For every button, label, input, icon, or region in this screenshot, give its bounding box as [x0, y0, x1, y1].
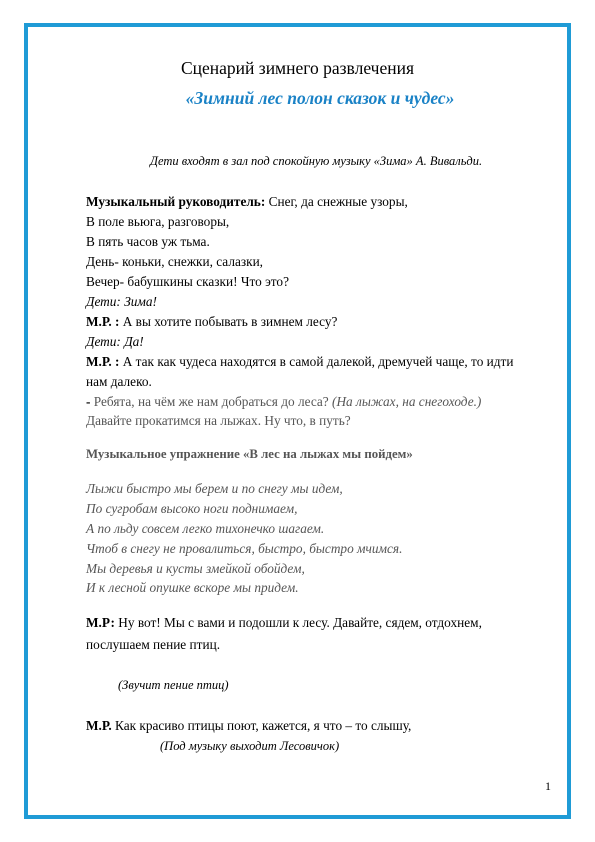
paragraph-3-cont: нам далеко. — [86, 374, 152, 389]
speaker-label: М.Р. : — [86, 354, 120, 369]
verse-line: Вечер- бабушкины сказки! Что это? — [86, 274, 289, 289]
verse2-line: А по льду совсем легко тихонечко шагаем. — [86, 521, 325, 536]
kids-reply-2: Дети: Да! — [86, 334, 144, 349]
paragraph-5: Давайте прокатимся на лыжах. Ну что, в путь? — [86, 413, 351, 428]
speaker-label: Музыкальный руководитель: — [86, 194, 266, 209]
paragraph-7 — [86, 718, 411, 734]
paragraph-text: Ну вот! Мы с вами и подошли к лесу. Давайте, сядем, отдохнем, — [114, 615, 482, 630]
verse-line: В пять часов уж тьма. — [86, 234, 210, 249]
exercise-title: Музыкальное упражнение «В лес на лыжах мы пойдем» — [86, 447, 413, 461]
speaker-label: М.Р: — [86, 615, 115, 630]
paragraph-6-cont: послушаем пение птиц. — [86, 637, 221, 652]
birds-stage-direction: (Звучит пение птиц) — [118, 678, 229, 692]
verse-line: День- коньки, снежки, салазки, — [86, 254, 264, 269]
verse2-line: Чтоб в снегу не провалиться, быстро, быстро мчимся. — [86, 541, 403, 556]
lesovichok-stage-direction: (Под музыку выходит Лесовичок) — [160, 739, 340, 753]
paragraph-6 — [86, 615, 482, 631]
paragraph-text: Ребята, на чём же нам добраться до леса? — [90, 394, 333, 409]
verse2-line: Лыжи быстро мы берем и по снегу мы идем, — [86, 481, 343, 496]
paragraph-1 — [86, 194, 408, 210]
verse2-line: По сугробам высоко ноги поднимаем, — [86, 501, 298, 516]
dash: - — [86, 394, 91, 409]
verse2-line: И к лесной опушке вскоре мы придем. — [86, 580, 299, 595]
verse2-line: Мы деревья и кусты змейкой обойдем, — [86, 561, 305, 576]
document-title: Сценарий зимнего развлечения — [180, 58, 415, 78]
kids-reply-1: Дети: Зима! — [86, 294, 157, 309]
paragraph-3 — [86, 354, 513, 370]
paragraph-4 — [86, 394, 481, 410]
paragraph-text: А вы хотите побывать в зимнем лесу? — [119, 314, 338, 329]
paragraph-text: А так как чудеса находятся в самой далекой, дремучей чаще, то идти — [119, 354, 514, 369]
document-subtitle: «Зимний лес полон сказок и чудес» — [185, 88, 455, 108]
verse-line: В поле вьюга, разговоры, — [86, 214, 230, 229]
paragraph-text: Снег, да снежные узоры, — [265, 194, 408, 209]
paragraph-text: Как красиво птицы поют, кажется, я что – то слышу, — [111, 718, 412, 733]
answer-note: (На лыжах, на снегоходе.) — [332, 394, 482, 409]
intro-stage-direction: Дети входят в зал под спокойную музыку «Зима» А. Вивальди. — [150, 154, 483, 168]
speaker-label: М.Р. : — [86, 314, 120, 329]
paragraph-2 — [86, 314, 337, 330]
page-number: 1 — [545, 779, 551, 793]
speaker-label: М.Р. — [86, 718, 112, 733]
